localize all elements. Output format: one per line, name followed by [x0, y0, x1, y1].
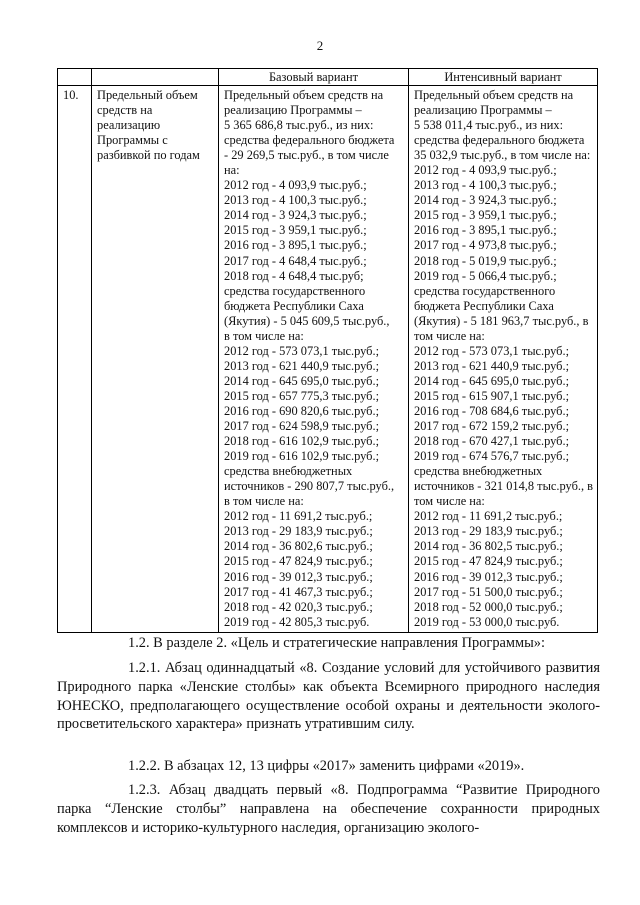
base-variant-line: источников - 290 807,7 тыс.руб., [224, 479, 395, 494]
table-header-row [58, 69, 598, 86]
intensive-variant-line: том числе на: [414, 494, 485, 509]
base-variant-line: в том числе на: [224, 494, 304, 509]
intensive-variant-line: 2012 год - 573 073,1 тыс.руб.; [414, 343, 570, 358]
intensive-variant-line: 2015 год - 3 959,1 тыс.руб.; [414, 208, 557, 223]
base-variant-line: 2014 год - 3 924,3 тыс.руб.; [224, 208, 367, 223]
base-variant-line: на: [224, 163, 240, 178]
paragraph-1-2-1: 1.2.1. Абзац одиннадцатый «8. Создание условий для устойчивого развития Природного парка «Ленские столбы» как объекта Всемирного природного наследия ЮНЕСКО, предполагающего осуществление особой охраны и деятельности эколого-просветительского характера» признать утратившим силу. [57, 660, 600, 733]
base-variant-line: 2013 год - 29 183,9 тыс.руб.; [224, 524, 373, 539]
intensive-variant-line: источников - 321 014,8 тыс.руб., в [414, 479, 594, 494]
base-variant-line: 2015 год - 657 775,3 тыс.руб.; [224, 388, 380, 403]
intensive-variant-line: 2017 год - 672 159,2 тыс.руб.; [414, 419, 570, 434]
base-variant-line: 2015 год - 47 824,9 тыс.руб.; [224, 554, 373, 569]
intensive-variant-line: 2014 год - 3 924,3 тыс.руб.; [414, 193, 557, 208]
program-funding-table [57, 68, 598, 633]
intensive-variant-line: 2016 год - 3 895,1 тыс.руб.; [414, 223, 557, 238]
intensive-variant-line: 35 032,9 тыс.руб., в том числе на: [414, 148, 591, 163]
intensive-variant-line: 2014 год - 645 695,0 тыс.руб.; [414, 373, 570, 388]
intensive-variant-line: 2012 год - 4 093,9 тыс.руб.; [414, 163, 557, 178]
intensive-variant-line: 2019 год - 53 000,0 тыс.руб. [414, 614, 560, 629]
base-variant-line: 2019 год - 42 805,3 тыс.руб. [224, 614, 370, 629]
intensive-variant-line: 2018 год - 52 000,0 тыс.руб.; [414, 599, 563, 614]
base-variant-line: 2012 год - 573 073,1 тыс.руб.; [224, 343, 380, 358]
base-variant-line: реализацию Программы – [224, 103, 362, 118]
base-variant-line: 2014 год - 36 802,6 тыс.руб.; [224, 539, 373, 554]
base-variant-line: в том числе на: [224, 328, 304, 343]
intensive-variant-cell [409, 86, 598, 633]
intensive-variant-line: том числе на: [414, 328, 485, 343]
paragraph-1-2: 1.2. В разделе 2. «Цель и стратегические направления Программы»: [128, 635, 545, 651]
base-variant-line: 2012 год - 4 093,9 тыс.руб.; [224, 178, 367, 193]
intensive-variant-line: 2013 год - 29 183,9 тыс.руб.; [414, 524, 563, 539]
intensive-variant-line: бюджета Республики Саха [414, 298, 554, 313]
base-variant-line: 2019 год - 616 102,9 тыс.руб.; [224, 449, 380, 464]
header-intensive-variant: Интенсивный вариант [409, 69, 598, 86]
intensive-variant-line: 2014 год - 36 802,5 тыс.руб.; [414, 539, 563, 554]
intensive-variant-line: 2015 год - 615 907,1 тыс.руб.; [414, 388, 570, 403]
intensive-variant-line: 2018 год - 670 427,1 тыс.руб.; [414, 434, 570, 449]
intensive-variant-line: 2017 год - 51 500,0 тыс.руб.; [414, 584, 563, 599]
base-variant-line: 2018 год - 616 102,9 тыс.руб.; [224, 434, 380, 449]
intensive-variant-line: средства государственного [414, 283, 556, 298]
intensive-variant-line: 2015 год - 47 824,9 тыс.руб.; [414, 554, 563, 569]
intensive-variant-line: реализацию Программы – [414, 103, 552, 118]
intensive-variant-line: 2019 год - 5 066,4 тыс.руб.; [414, 268, 557, 283]
base-variant-line: 2013 год - 621 440,9 тыс.руб.; [224, 358, 380, 373]
base-variant-line: 2013 год - 4 100,3 тыс.руб.; [224, 193, 367, 208]
base-variant-line: 2017 год - 4 648,4 тыс.руб.; [224, 253, 367, 268]
base-variant-line: 2016 год - 3 895,1 тыс.руб.; [224, 238, 367, 253]
base-variant-line: средства государственного [224, 283, 366, 298]
base-variant-line: Предельный объем средств на [224, 88, 384, 102]
paragraph-1-2-2: 1.2.2. В абзацах 12, 13 цифры «2017» заменить цифрами «2019». [128, 758, 525, 774]
intensive-variant-line: 2018 год - 5 019,9 тыс.руб.; [414, 253, 557, 268]
header-label [92, 69, 219, 86]
page-number: 2 [316, 38, 324, 53]
header-num [58, 69, 92, 86]
intensive-variant-line: 2012 год - 11 691,2 тыс.руб.; [414, 509, 563, 524]
base-variant-line: 2017 год - 41 467,3 тыс.руб.; [224, 584, 373, 599]
base-variant-line: 2016 год - 690 820,6 тыс.руб.; [224, 403, 380, 418]
base-variant-line: - 29 269,5 тыс.руб., в том числе [224, 148, 389, 163]
header-base-variant: Базовый вариант [219, 69, 409, 86]
intensive-variant-line: 2013 год - 621 440,9 тыс.руб.; [414, 358, 570, 373]
intensive-variant-line: средства федерального бюджета [414, 133, 585, 148]
base-variant-line: 5 365 686,8 тыс.руб., из них: [224, 118, 374, 133]
base-variant-line: 2017 год - 624 598,9 тыс.руб.; [224, 419, 380, 434]
base-variant-cell [219, 86, 409, 633]
intensive-variant-line: 2013 год - 4 100,3 тыс.руб.; [414, 178, 557, 193]
base-variant-line: 2014 год - 645 695,0 тыс.руб.; [224, 373, 380, 388]
intensive-variant-line: Предельный объем средств на [414, 88, 574, 102]
row-label: Предельный объем средств на реализацию Программы с разбивкой по годам [92, 86, 219, 633]
base-variant-line: (Якутия) - 5 045 609,5 тыс.руб., [224, 313, 390, 328]
intensive-variant-line: 2019 год - 674 576,7 тыс.руб.; [414, 449, 570, 464]
base-variant-line: средства внебюджетных [224, 464, 353, 479]
base-variant-line: 2016 год - 39 012,3 тыс.руб.; [224, 569, 373, 584]
base-variant-line: 2012 год - 11 691,2 тыс.руб.; [224, 509, 373, 524]
intensive-variant-line: 2016 год - 39 012,3 тыс.руб.; [414, 569, 563, 584]
base-variant-line: средства федерального бюджета [224, 133, 395, 148]
base-variant-line: 2018 год - 4 648,4 тыс.руб; [224, 268, 364, 283]
paragraph-1-2-3: 1.2.3. Абзац двадцать первый «8. Подпрограмма “Развитие Природного парка “Ленские столбы” направлена на обеспечение сохранности природных комплексов и историко-культурного наследия, организацию эколого- [57, 782, 600, 836]
intensive-variant-line: 2017 год - 4 973,8 тыс.руб.; [414, 238, 557, 253]
intensive-variant-line: средства внебюджетных [414, 464, 543, 479]
table-row [58, 86, 598, 633]
row-number: 10. [58, 86, 92, 633]
base-variant-line: 2015 год - 3 959,1 тыс.руб.; [224, 223, 367, 238]
intensive-variant-line: (Якутия) - 5 181 963,7 тыс.руб., в [414, 313, 589, 328]
base-variant-line: бюджета Республики Саха [224, 298, 364, 313]
intensive-variant-line: 5 538 011,4 тыс.руб., из них: [414, 118, 564, 133]
base-variant-line: 2018 год - 42 020,3 тыс.руб.; [224, 599, 373, 614]
intensive-variant-line: 2016 год - 708 684,6 тыс.руб.; [414, 403, 570, 418]
